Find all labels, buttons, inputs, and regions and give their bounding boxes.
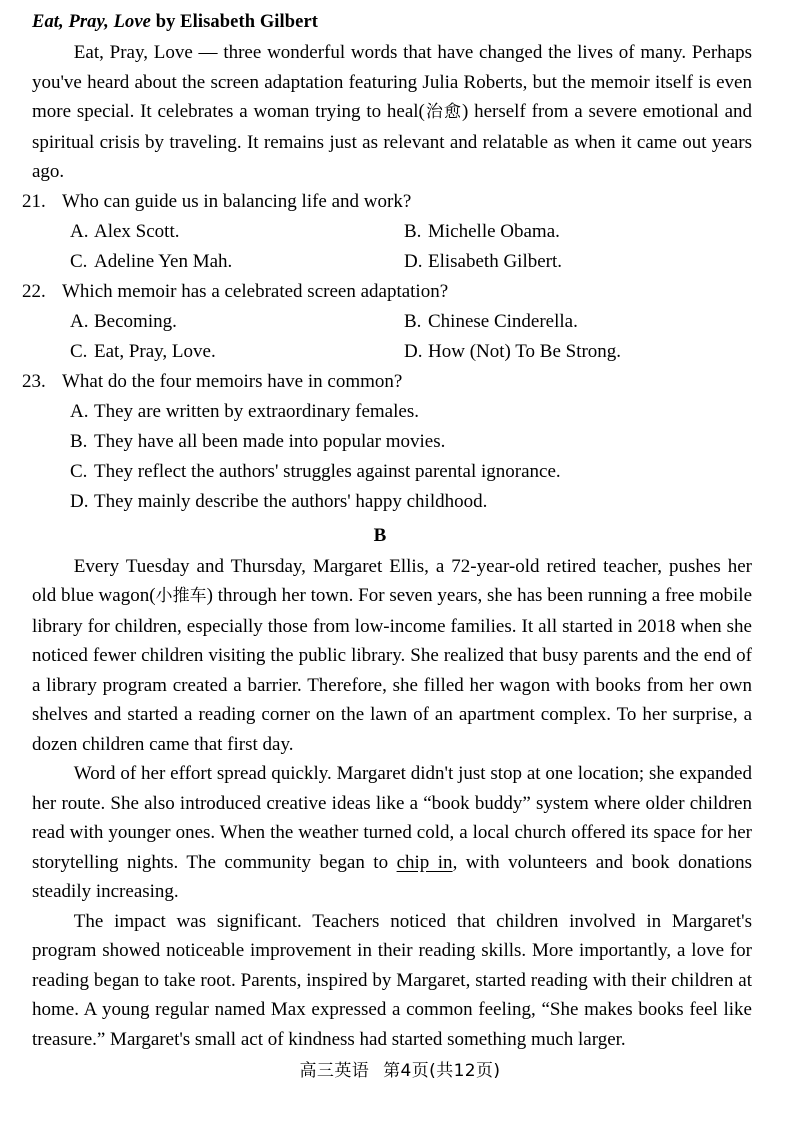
option-letter: A. bbox=[70, 400, 89, 422]
question-22-number: 22. bbox=[22, 280, 46, 302]
question-21-option-c[interactable] bbox=[32, 247, 404, 277]
passage-text-after-gloss: ) through her town. For seven years, she has been running a free mobile library for children, especially those from low-income families. It all started in 2018 when she noticed fewer children visiting the public library. She realized that busy parents and the end of a library program created a barrier. Therefore, she filled her wagon with books from her own shelves and started a reading corner on the lawn of an apartment complex. To her surprise, a dozen children came that first day. bbox=[32, 585, 752, 755]
option-letter: B. bbox=[70, 430, 88, 452]
option-letter: A. bbox=[70, 220, 89, 242]
option-text: How (Not) To Be Strong. bbox=[428, 340, 622, 362]
option-letter: C. bbox=[70, 460, 88, 482]
option-text: Eat, Pray, Love. bbox=[94, 340, 216, 362]
footer-page-info: 第4页(共12页) bbox=[383, 1061, 501, 1081]
option-text: They reflect the authors' struggles against parental ignorance. bbox=[94, 460, 561, 482]
passage-text-after-underline: , with volunteers and book donations steadily increasing. bbox=[32, 851, 752, 902]
question-23-option-c[interactable] bbox=[32, 457, 752, 487]
question-23-number: 23. bbox=[22, 370, 46, 392]
question-23 bbox=[22, 367, 752, 517]
question-22-options-row-1 bbox=[32, 307, 752, 337]
question-22-options-row-2 bbox=[32, 337, 752, 367]
question-23-option-d[interactable] bbox=[32, 487, 752, 517]
option-text: Chinese Cinderella. bbox=[428, 310, 578, 332]
page-footer bbox=[0, 1056, 800, 1081]
intro-paragraph bbox=[32, 38, 752, 187]
question-21-options-row-2 bbox=[32, 247, 752, 277]
option-letter: C. bbox=[70, 340, 88, 362]
option-letter: D. bbox=[404, 250, 423, 272]
intro-text-before-gloss: Eat, Pray, Love — three wonderful words that have changed the lives of many. Perhaps you've heard about the screen adaptation featuring Julia Roberts, but the memoir itself is even more special. It celebrates a woman trying to heal( bbox=[32, 42, 752, 122]
question-22 bbox=[22, 277, 752, 367]
option-letter: D. bbox=[70, 490, 89, 512]
passage-b-paragraph-2 bbox=[32, 759, 752, 907]
question-23-option-b[interactable] bbox=[32, 427, 752, 457]
option-text: They mainly describe the authors' happy childhood. bbox=[94, 490, 488, 512]
option-letter: C. bbox=[70, 250, 88, 272]
question-21-stem bbox=[22, 187, 752, 217]
question-22-stem bbox=[22, 277, 752, 307]
intro-text-after-gloss: ) herself from a severe emotional and spiritual crisis by traveling. It remains just as relevant and relatable as when it came out years ago. bbox=[32, 101, 753, 182]
option-text: Elisabeth Gilbert. bbox=[428, 250, 563, 272]
gloss-wagon: 小推车 bbox=[155, 586, 207, 606]
gloss-heal: 治愈 bbox=[424, 102, 462, 122]
passage-text-before-underline: Word of her effort spread quickly. Margaret didn't just stop at one location; she expanded her route. She also introduced creative ideas like a “book buddy” system where older children read with younger ones. When the weather turned cold, a local church offered its space for her storytelling nights. The community began to bbox=[32, 763, 752, 873]
question-21-option-d[interactable] bbox=[404, 247, 562, 277]
passage-b-paragraph-1 bbox=[32, 552, 752, 760]
page-title bbox=[32, 8, 752, 36]
option-letter: B. bbox=[404, 220, 422, 242]
option-letter: D. bbox=[404, 340, 423, 362]
passage-b-paragraph-3: The impact was significant. Teachers noticed that children involved in Margaret's program showed noticeable improvement in their reading skills. More importantly, a love for reading began to take root. Parents, inspired by Margaret, started reading with their children at home. A young regular named Max expressed a common feeling, “She makes books feel like treasure.” Margaret's small act of kindness had started something much larger. bbox=[32, 910, 752, 1050]
option-letter: B. bbox=[404, 310, 422, 332]
question-22-option-a[interactable] bbox=[32, 307, 404, 337]
option-letter: A. bbox=[70, 310, 89, 332]
question-23-stem bbox=[22, 367, 752, 397]
question-22-option-b[interactable] bbox=[404, 307, 578, 337]
option-text: Adeline Yen Mah. bbox=[94, 250, 233, 272]
question-23-option-a[interactable] bbox=[32, 397, 752, 427]
option-text: Michelle Obama. bbox=[428, 220, 560, 242]
question-21-text: Who can guide us in balancing life and work? bbox=[62, 190, 412, 212]
footer-subject: 高三英语 bbox=[299, 1061, 370, 1081]
question-22-text: Which memoir has a celebrated screen adaptation? bbox=[62, 280, 449, 302]
title-italic-part: Eat, Pray, Love bbox=[32, 12, 151, 32]
section-letter-b: B bbox=[373, 524, 387, 546]
question-23-text: What do the four memoirs have in common? bbox=[62, 370, 403, 392]
underlined-phrase-chip-in: chip in bbox=[396, 851, 453, 873]
option-text: Alex Scott. bbox=[94, 220, 180, 242]
option-text: Becoming. bbox=[94, 310, 177, 332]
option-text: They have all been made into popular movies. bbox=[94, 430, 446, 452]
option-text: They are written by extraordinary females. bbox=[94, 400, 419, 422]
passage-text-before-gloss: Every Tuesday and Thursday, Margaret Ellis, a 72-year-old retired teacher, pushes her old blue wagon( bbox=[32, 555, 752, 606]
question-21-option-a[interactable] bbox=[32, 217, 404, 247]
question-21-options-row-1 bbox=[32, 217, 752, 247]
title-rest-part: by Elisabeth Gilbert bbox=[150, 12, 319, 32]
question-22-option-c[interactable] bbox=[32, 337, 404, 367]
question-21 bbox=[22, 187, 752, 277]
question-21-option-b[interactable] bbox=[404, 217, 560, 247]
question-22-option-d[interactable] bbox=[404, 337, 621, 367]
question-21-number: 21. bbox=[22, 190, 46, 212]
